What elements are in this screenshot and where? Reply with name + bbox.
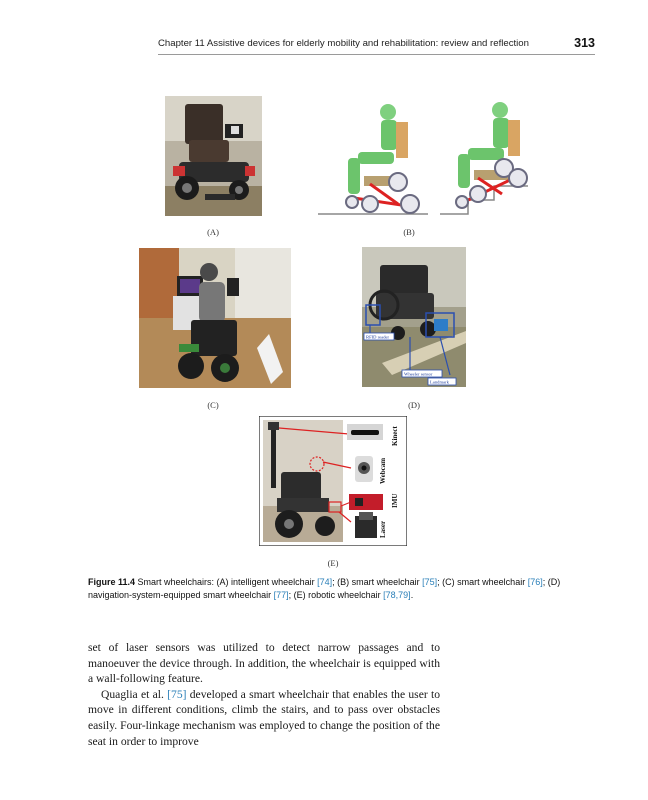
page-number: 313 (574, 36, 595, 50)
citation-link[interactable]: [78,79] (383, 590, 411, 600)
figure-panel-e (259, 416, 407, 546)
citation-link[interactable]: [75] (422, 577, 438, 587)
annotation-imu: IMU (391, 493, 399, 508)
figure-panel-b (318, 98, 540, 216)
panel-e-photo (259, 416, 407, 546)
running-header (158, 36, 595, 55)
figure-panel-d (362, 247, 466, 387)
figure-caption (88, 576, 598, 602)
panel-c-photo (139, 248, 291, 388)
panel-d-photo (362, 247, 466, 387)
citation-link[interactable]: [75] (167, 687, 187, 701)
paragraph-rest: developed a smart wheelchair that enables the user to move in different conditions, climb the stairs, and to pass over obstacles easily. Four-linkage mechanism was employed to change the position of the seat in order to improve (88, 687, 440, 748)
annotation-webcam: Webcam (379, 457, 387, 484)
panel-label-a: (A) (207, 227, 219, 237)
panel-label-e: (E) (327, 558, 339, 568)
annotation-landmark: Landmark (430, 379, 449, 385)
paragraph (88, 687, 440, 749)
panel-label-d: (D) (408, 400, 420, 410)
body-text (88, 640, 440, 749)
citation-link[interactable]: [74] (317, 577, 333, 587)
paragraph: set of laser sensors was utilized to detect narrow passages and to manoeuver the device through. In addition, the wheelchair is equipped with a wall-following feature. (88, 641, 440, 686)
caption-seg-6: ; (D) navigation-system-equipped smart wheelchair (88, 577, 561, 600)
annotation-wheeler-sensor: Wheeler sensor (404, 371, 433, 377)
figure-panel-c (139, 248, 291, 388)
panel-label-c: (C) (207, 400, 219, 410)
caption-seg-8: ; (E) robotic wheelchair (288, 590, 384, 600)
caption-seg-4: ; (C) smart wheelchair (437, 577, 528, 587)
citation-link[interactable]: [77] (273, 590, 289, 600)
paragraph-start: Quaglia et al. (101, 687, 168, 701)
caption-seg-2: ; (B) smart wheelchair (332, 577, 423, 587)
caption-seg-10: . (410, 590, 414, 600)
figure-label: Figure 11.4 (88, 577, 136, 587)
panel-label-b: (B) (403, 227, 415, 237)
figure-panel-a (165, 96, 262, 216)
annotation-rfid-reader: RFID reader (366, 334, 390, 340)
panel-a-photo (165, 96, 262, 216)
caption-seg-0: Smart wheelchairs: (A) intelligent wheelchair (135, 577, 318, 587)
chapter-title: Chapter 11 Assistive devices for elderly mobility and rehabilitation: review and reflection (158, 38, 529, 49)
citation-link[interactable]: [76] (527, 577, 543, 587)
annotation-kinect: Kinect (391, 426, 399, 446)
panel-b-cad-model (318, 98, 540, 216)
annotation-laser: Laser (379, 520, 387, 538)
